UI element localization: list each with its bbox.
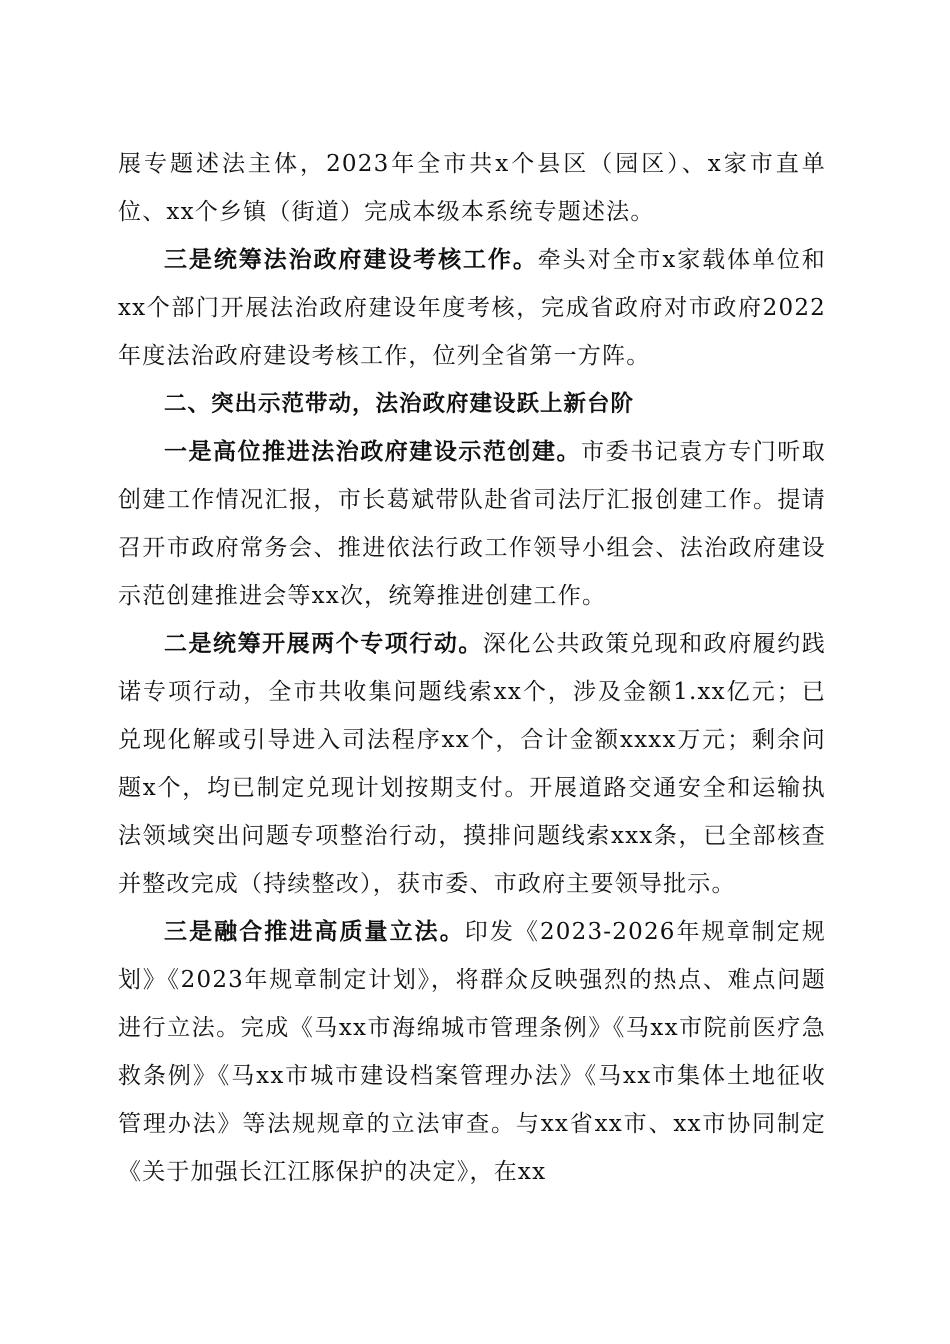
- paragraph-text: 深化公共政策兑现和政府履约践诺专项行动，全市共收集问题线索xx个，涉及金额1.xx亿元；已兑现化解或引导进入司法程序xx个，合计金额xxxx万元；剩余问题x个，均已制定兑现计划按期支付。开展道路交通安全和运输执法领域突出问题专项整治行动，摸排问题线索xxx条，已全部核查并整改完成（持续整改），获市委、市政府主要领导批示。: [118, 631, 826, 897]
- paragraph-lead: 三是融合推进高质量立法。: [164, 918, 465, 945]
- paragraph-text: 牵头对全市x家载体单位和xx个部门开展法治政府建设年度考核，完成省政府对市政府2022年度法治政府建设考核工作，位列全省第一方阵。: [118, 247, 827, 369]
- document-body: [118, 140, 826, 1196]
- paragraph-assessment: [118, 236, 826, 380]
- paragraph-demonstration: [118, 428, 826, 620]
- paragraph-text: 市委书记袁方专门听取创建工作情况汇报，市长葛斌带队赴省司法厅汇报创建工作。提请召开市政府常务会、推进依法行政工作领导小组会、法治政府建设示范创建推进会等xx次，统筹推进创建工作。: [118, 439, 827, 609]
- paragraph-special-actions: [118, 620, 826, 908]
- paragraph-lead: 三是统筹法治政府建设考核工作。: [164, 246, 538, 273]
- paragraph-text: 展专题述法主体，2023年全市共x个县区（园区）、x家市直单位、xx个乡镇（街道）完成本级本系统专题述法。: [118, 151, 826, 225]
- paragraph-text: 印发《2023-2026年规章制定规划》《2023年规章制定计划》，将群众反映强烈的热点、难点问题进行立法。完成《马xx市海绵城市管理条例》《马xx市院前医疗急救条例》《马xx市城市建设档案管理办法》《马xx市集体土地征收管理办法》等法规规章的立法审查。与xx省xx市、xx市协同制定《关于加强长江江豚保护的决定》，在xx: [118, 919, 826, 1185]
- paragraph-lead: 二是统筹开展两个专项行动。: [164, 630, 483, 657]
- paragraph-legislation: [118, 908, 826, 1196]
- paragraph-lead: 一是高位推进法治政府建设示范创建。: [164, 438, 582, 465]
- paragraph-continued: [118, 140, 826, 236]
- section-heading: 二、突出示范带动，法治政府建设跃上新台阶: [164, 391, 635, 417]
